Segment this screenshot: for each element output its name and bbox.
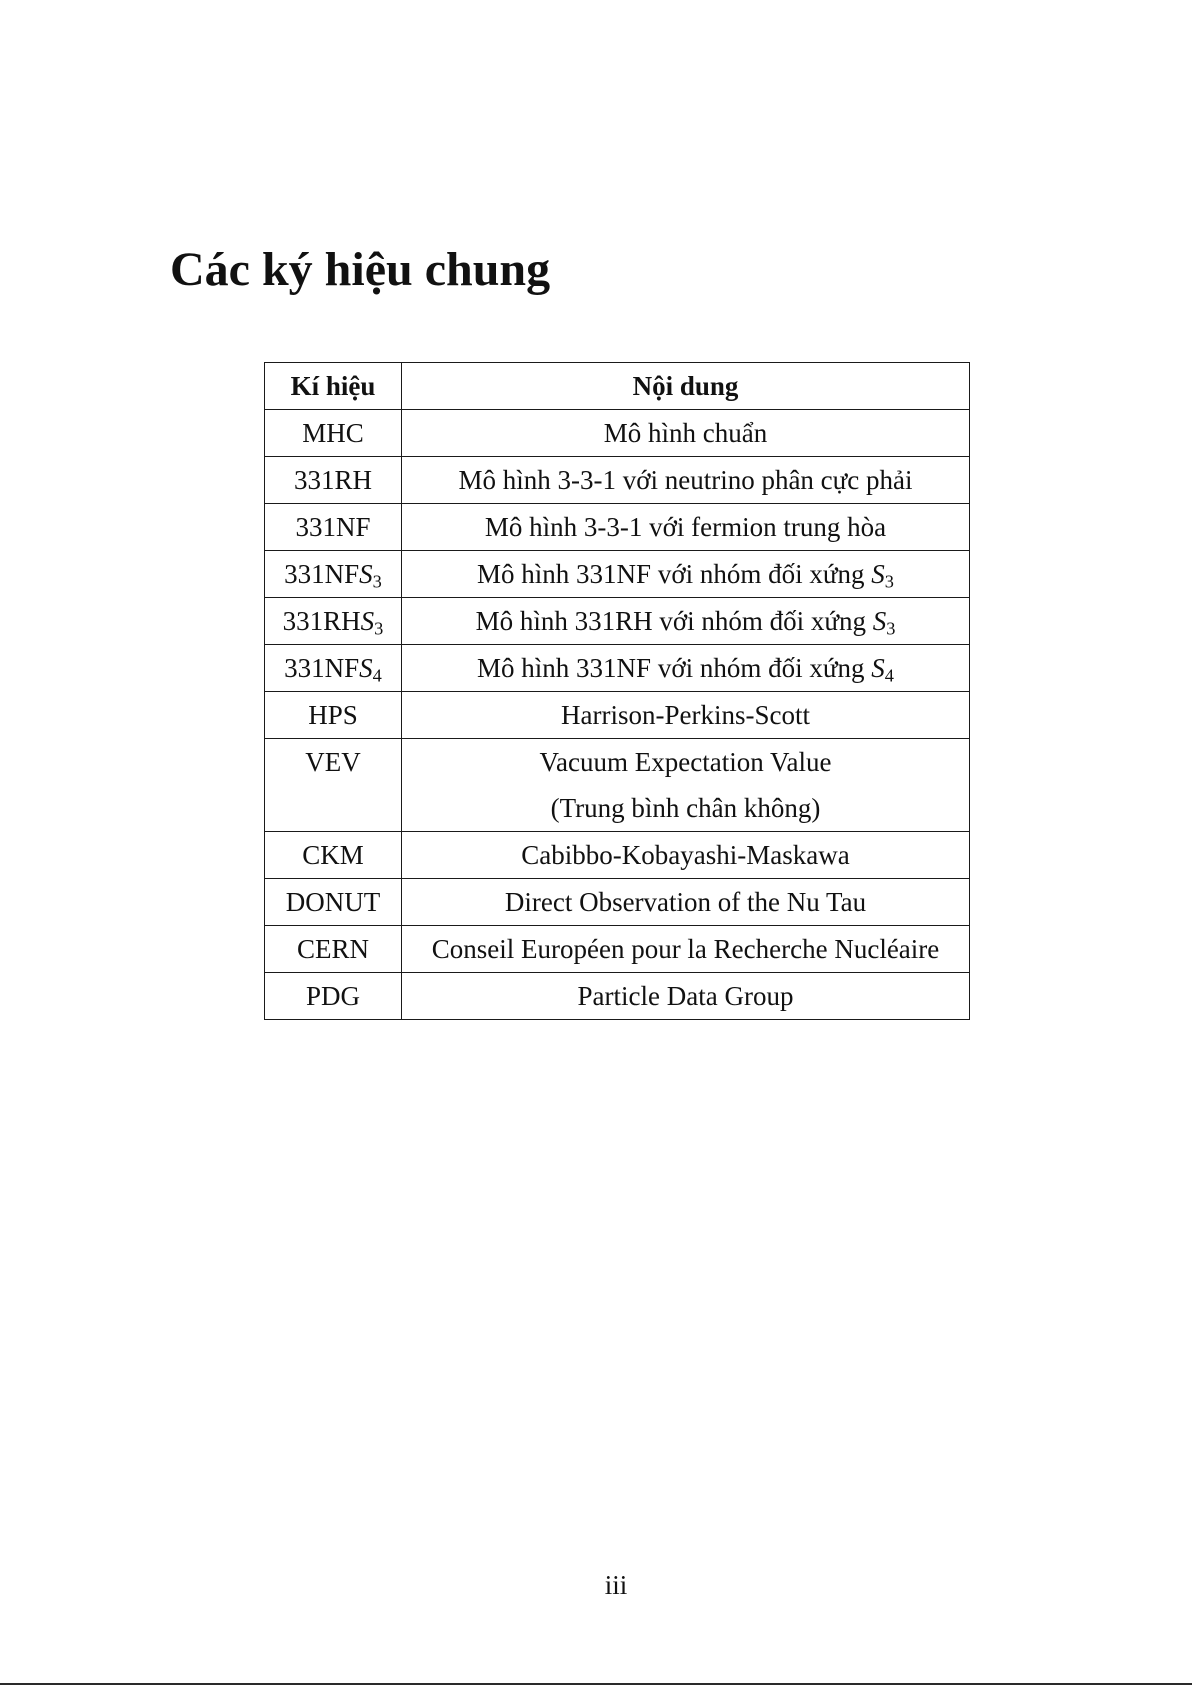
meaning-cell	[402, 410, 970, 457]
symbol-cell	[265, 410, 402, 457]
symbol-text: 331RH	[282, 606, 361, 636]
math-subscript: 4	[372, 665, 382, 686]
meaning-cell	[402, 598, 970, 645]
meaning-math	[872, 606, 896, 639]
symbol-cell	[265, 504, 402, 551]
math-subscript: 3	[374, 618, 384, 639]
meaning-text: Mô hình 3-3-1 với neutrino phân cực phải	[458, 465, 913, 495]
symbol-text: HPS	[308, 700, 358, 730]
math-subscript: 4	[884, 665, 894, 686]
math-base: S	[360, 606, 375, 636]
symbol-cell	[265, 879, 402, 926]
symbol-cell	[265, 457, 402, 504]
math-base: S	[359, 559, 373, 589]
meaning-math	[871, 559, 894, 592]
header-symbol: Kí hiệu	[265, 363, 402, 410]
meaning-cell	[402, 926, 970, 973]
table-row	[265, 832, 970, 879]
symbol-text: 331RH	[293, 465, 372, 495]
math-subscript: 3	[886, 618, 896, 639]
symbol-math	[359, 559, 382, 592]
meaning-text: Conseil Européen pour la Recherche Nucléaire	[431, 934, 940, 964]
symbol-text: 331NF	[284, 559, 360, 589]
table-row	[265, 457, 970, 504]
header-meaning: Nội dung	[402, 363, 970, 410]
table-row	[265, 410, 970, 457]
meaning-text: Mô hình 331NF với nhóm đối xứng	[477, 559, 865, 589]
table-row	[265, 926, 970, 973]
meaning-cell	[402, 551, 970, 598]
meaning-cell	[402, 504, 970, 551]
meaning-line: Vacuum Expectation Value	[539, 747, 832, 777]
page-title: Các ký hiệu chung	[170, 243, 551, 296]
meaning-text: Mô hình chuẩn	[603, 418, 768, 448]
table-body	[265, 410, 970, 1020]
page-number: iii	[604, 1570, 628, 1600]
symbols-table	[264, 362, 970, 1020]
meaning-text: Harrison-Perkins-Scott	[561, 700, 810, 730]
symbol-text: CKM	[302, 840, 364, 870]
symbol-cell	[265, 598, 402, 645]
meaning-math	[871, 653, 894, 686]
meaning-cell	[402, 457, 970, 504]
meaning-line: (Trung bình chân không)	[550, 793, 821, 823]
meaning-text: Particle Data Group	[577, 981, 794, 1011]
symbol-text: CERN	[296, 934, 369, 964]
symbol-math	[359, 653, 382, 686]
symbol-text: MHC	[302, 418, 364, 448]
math-base: S	[872, 606, 887, 636]
symbol-cell	[265, 739, 402, 832]
symbol-text: 331NF	[284, 653, 360, 683]
table-row	[265, 598, 970, 645]
table-row	[265, 692, 970, 739]
meaning-cell	[402, 879, 970, 926]
math-base: S	[871, 653, 885, 683]
symbol-math	[360, 606, 384, 639]
table-header-row	[265, 363, 970, 410]
symbol-text: PDG	[305, 981, 360, 1011]
math-subscript: 3	[884, 571, 894, 592]
meaning-text: Mô hình 331RH với nhóm đối xứng	[475, 606, 866, 636]
symbol-cell	[265, 645, 402, 692]
table-row	[265, 645, 970, 692]
meaning-cell	[402, 692, 970, 739]
math-subscript: 3	[372, 571, 382, 592]
table-row	[265, 739, 970, 832]
symbol-text: 331NF	[295, 512, 371, 542]
math-base: S	[871, 559, 885, 589]
symbol-text: VEV	[305, 747, 361, 777]
table-row	[265, 879, 970, 926]
symbol-cell	[265, 832, 402, 879]
symbol-cell	[265, 973, 402, 1020]
table-row	[265, 973, 970, 1020]
meaning-text: Mô hình 3-3-1 với fermion trung hòa	[484, 512, 887, 542]
table-row	[265, 551, 970, 598]
meaning-cell	[402, 739, 970, 832]
symbol-cell	[265, 926, 402, 973]
symbol-cell	[265, 551, 402, 598]
symbol-text: DONUT	[285, 887, 381, 917]
meaning-cell	[402, 645, 970, 692]
meaning-text: Mô hình 331NF với nhóm đối xứng	[477, 653, 865, 683]
meaning-text: Cabibbo-Kobayashi-Maskawa	[521, 840, 850, 870]
meaning-cell	[402, 973, 970, 1020]
math-base: S	[359, 653, 373, 683]
table-row	[265, 504, 970, 551]
symbol-cell	[265, 692, 402, 739]
meaning-cell	[402, 832, 970, 879]
meaning-text: Direct Observation of the Nu Tau	[504, 887, 867, 917]
